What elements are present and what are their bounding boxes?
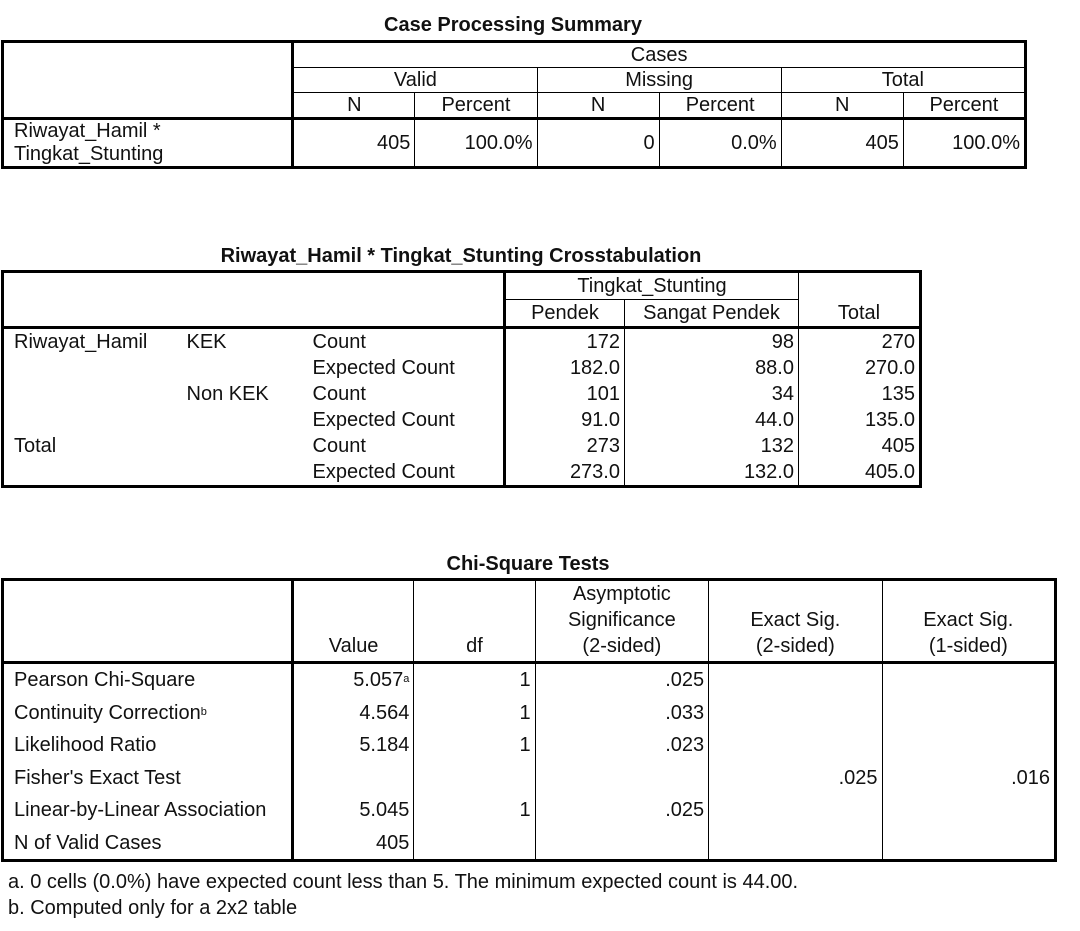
case-summary-title: Case Processing Summary (384, 14, 642, 36)
table-row (3, 827, 1056, 861)
cell-exact2 (709, 827, 882, 861)
sub-header: N (781, 93, 903, 119)
cell-df: 1 (414, 794, 535, 827)
stat-label: Count (309, 433, 505, 459)
table-row (3, 794, 1056, 827)
row-label-line2: Tingkat_Stunting (14, 143, 164, 165)
cell-value (292, 762, 414, 795)
cell-exact1 (882, 827, 1055, 861)
stat-label: Expected Count (309, 355, 505, 381)
cell-asym (535, 827, 709, 861)
row-label: N of Valid Cases (3, 827, 293, 861)
sub-header: Percent (903, 93, 1025, 119)
table-row (3, 381, 921, 407)
case-summary-table (1, 40, 1027, 169)
footnote-a: a. 0 cells (0.0%) have expected count less than 5. The minimum expected count is 44.00. (8, 871, 799, 893)
row-label: Fisher's Exact Test (3, 762, 293, 795)
cell-value: 100.0% (415, 119, 537, 168)
group-total: Total (781, 68, 1025, 93)
sub-header: N (537, 93, 659, 119)
stat-label: Expected Count (309, 459, 505, 487)
cell-value: 5.057$^a$ (292, 663, 414, 697)
cell-value: 135 (881, 383, 915, 405)
cell-value: 273 (505, 433, 625, 459)
col-group-header: Tingkat_Stunting (505, 272, 799, 300)
header-line: (2-sided) (755, 635, 835, 657)
cell-value: 405 (292, 827, 414, 861)
cell-value: 405 (781, 119, 903, 168)
cell-exact1 (882, 663, 1055, 697)
cell-value: 132 (625, 433, 799, 459)
cell-asym: .025 (535, 663, 709, 697)
table-row (3, 433, 921, 459)
cell-df (414, 827, 535, 861)
cell-exact1: .016 (1011, 766, 1050, 789)
cell-value: 91.0 (505, 407, 625, 433)
row-label: Linear-by-Linear Association (3, 794, 293, 827)
cell-value: 135.0 (864, 409, 915, 431)
cell-value: 132.0 (625, 459, 799, 487)
cell-exact2 (709, 697, 882, 730)
cell-exact2: .025 (709, 762, 882, 795)
col-header-sangat-pendek: Sangat Pendek (625, 300, 799, 328)
col-header-total: Total (799, 272, 921, 328)
cell-df: 1 (414, 729, 535, 762)
table-row (3, 459, 921, 487)
group-missing: Missing (537, 68, 781, 93)
group-valid: Valid (293, 68, 537, 93)
header-line: Exact Sig. (923, 609, 1014, 631)
header-row-cases (3, 42, 1026, 68)
cell-exact1 (882, 729, 1055, 762)
corner-cell (3, 272, 505, 328)
header-asymptotic (535, 580, 709, 663)
table-row (3, 663, 1056, 697)
chi-title: Chi-Square Tests (446, 553, 610, 575)
row-label: Pearson Chi-Square (3, 663, 293, 697)
cell-exact2 (709, 729, 882, 762)
col-header-pendek: Pendek (505, 300, 625, 328)
cell-value: 273.0 (505, 459, 625, 487)
cell-asym: .023 (535, 729, 709, 762)
cell-value: 270.0 (864, 357, 915, 379)
cell-value: 405 (881, 435, 915, 457)
chi-square-table (1, 578, 1057, 862)
cell-df: 1 (414, 697, 535, 730)
cell-value: 4.564 (292, 697, 414, 730)
cell-asym: .033 (535, 697, 709, 730)
stat-label: Count (309, 381, 505, 407)
cell-value: 88.0 (625, 355, 799, 381)
data-row (3, 119, 1026, 168)
cell-value: 101 (505, 381, 625, 407)
cell-value: 44.0 (625, 407, 799, 433)
sub-header: Percent (415, 93, 537, 119)
header-value: Value (292, 580, 414, 663)
crosstab-table (1, 270, 922, 488)
header-exact-1sided (882, 580, 1055, 663)
header-line: Significance (567, 609, 676, 631)
stat-label: Expected Count (309, 407, 505, 433)
row-var-label: Riwayat_Hamil (14, 331, 148, 353)
header-exact-2sided (709, 580, 882, 663)
cell-value: 405.0 (864, 461, 915, 483)
row-label: Likelihood Ratio (3, 729, 293, 762)
cell-value: 0.0% (659, 119, 781, 168)
cell-value: 405 (293, 119, 415, 168)
corner-cell (3, 42, 293, 119)
cell-exact2 (709, 663, 882, 697)
table-row (3, 407, 921, 433)
sub-header: Percent (659, 93, 781, 119)
header-line: (2-sided) (582, 635, 662, 657)
cell-value: 172 (505, 328, 625, 356)
footnote-b: b. Computed only for a 2x2 table (8, 897, 298, 919)
cases-header: Cases (293, 42, 1026, 68)
header-line: (1-sided) (928, 635, 1008, 657)
cell-df (414, 762, 535, 795)
cell-value: 5.184 (292, 729, 414, 762)
corner-cell (3, 580, 293, 663)
stat-label: Count (309, 328, 505, 356)
table-row (3, 729, 1056, 762)
cell-asym: .025 (535, 794, 709, 827)
header-line: Exact Sig. (750, 609, 841, 631)
cell-value: 98 (625, 328, 799, 356)
cell-value: 0 (537, 119, 659, 168)
table-row (3, 328, 921, 356)
total-label: Total (14, 435, 57, 457)
category-kek: KEK (186, 331, 227, 353)
table-row (3, 762, 1056, 795)
cell-exact2 (709, 794, 882, 827)
header-df: df (414, 580, 535, 663)
header-line: Asymptotic (572, 583, 671, 605)
cell-value: 5.045 (292, 794, 414, 827)
row-label (3, 119, 293, 168)
cell-value: 34 (625, 381, 799, 407)
table-row (3, 355, 921, 381)
cell-value: 270 (881, 331, 915, 353)
cell-asym (535, 762, 709, 795)
row-label-line1: Riwayat_Hamil * (14, 120, 161, 142)
category-non-kek: Non KEK (186, 383, 269, 405)
cell-df: 1 (414, 663, 535, 697)
row-label: Continuity Correction$^b$ (3, 697, 293, 730)
crosstab-title: Riwayat_Hamil * Tingkat_Stunting Crosstabulation (220, 245, 702, 267)
table-row (3, 697, 1056, 730)
chi-header-row (3, 580, 1056, 663)
sub-header: N (293, 93, 415, 119)
cell-exact1 (882, 794, 1055, 827)
cell-exact1 (882, 697, 1055, 730)
cell-value: 182.0 (505, 355, 625, 381)
crosstab-header-1 (3, 272, 921, 300)
cell-value: 100.0% (903, 119, 1025, 168)
